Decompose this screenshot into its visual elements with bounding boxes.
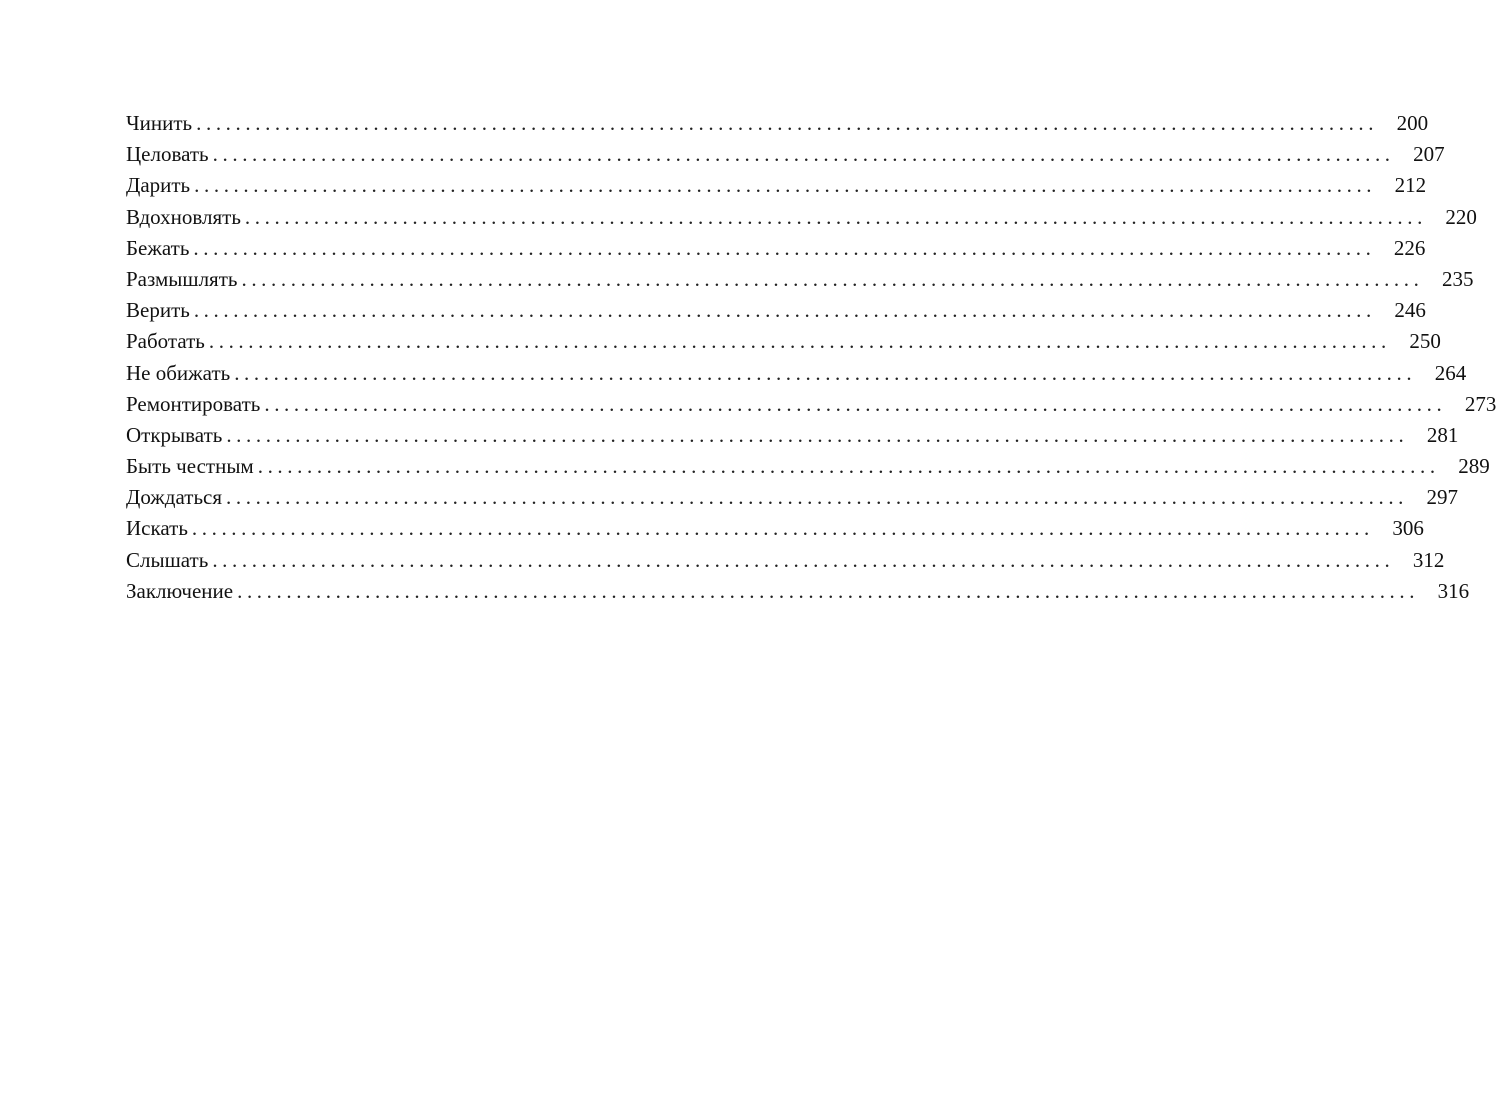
- toc-dot-leader: ........................................................................................................................: [208, 329, 1391, 354]
- toc-entry-title: Ремонтировать: [126, 391, 261, 416]
- toc-dot-leader: ........................................................................................................................: [241, 266, 1424, 291]
- toc-entry-page: 306: [1392, 516, 1424, 541]
- toc-entry[interactable]: [126, 451, 1490, 482]
- toc-dot-leader: ........................................................................................................................: [196, 111, 1379, 135]
- toc-entry-title: Дарить: [126, 173, 191, 198]
- toc-entry-title: Размышлять: [126, 266, 238, 291]
- toc-entry[interactable]: [126, 170, 1427, 201]
- toc-entry-title: Работать: [126, 329, 205, 354]
- toc-entry[interactable]: [126, 233, 1426, 264]
- toc-entry-page: 250: [1409, 329, 1441, 354]
- toc-entry-page: 312: [1412, 547, 1445, 572]
- toc-entry-title: Целовать: [126, 142, 209, 167]
- toc-entry-page: 212: [1394, 173, 1427, 198]
- toc-dot-leader: ........................................................................................................................: [194, 173, 1377, 198]
- toc-entry[interactable]: [126, 545, 1445, 576]
- toc-dot-leader: ........................................................................................................................: [257, 454, 1440, 479]
- toc-entry-page: 235: [1441, 266, 1474, 291]
- toc-entry-page: 316: [1437, 578, 1470, 603]
- toc-dot-leader: ........................................................................................................................: [212, 547, 1395, 572]
- toc-dot-leader: ........................................................................................................................: [193, 235, 1376, 260]
- toc-dot-leader: ........................................................................................................................: [226, 422, 1409, 447]
- toc-entry[interactable]: [126, 358, 1467, 389]
- toc-entry-page: 281: [1426, 422, 1459, 447]
- toc-entry-page: 207: [1413, 142, 1445, 167]
- toc-entry-title: Искать: [126, 516, 188, 541]
- toc-entry-title: Чинить: [126, 111, 193, 135]
- toc-dot-leader: ........................................................................................................................: [212, 142, 1395, 167]
- toc-entry-title: Не обижать: [126, 360, 231, 385]
- toc-dot-leader: ........................................................................................................................: [193, 298, 1376, 323]
- toc-entry-title: Открывать: [126, 422, 223, 447]
- toc-dot-leader: ........................................................................................................................: [244, 204, 1427, 229]
- toc-entry[interactable]: [126, 295, 1426, 326]
- toc-entry[interactable]: [126, 139, 1445, 170]
- toc-entry-title: Быть честным: [126, 454, 254, 479]
- table-of-contents: [126, 108, 1496, 607]
- toc-dot-leader: ........................................................................................................................: [191, 516, 1374, 541]
- toc-entry-page: 226: [1393, 235, 1426, 260]
- toc-dot-leader: ........................................................................................................................: [237, 578, 1420, 603]
- toc-entry-page: 200: [1396, 111, 1429, 135]
- toc-dot-leader: ........................................................................................................................: [264, 391, 1447, 416]
- toc-entry-title: Заключение: [126, 578, 234, 603]
- toc-entry-page: 273: [1464, 391, 1496, 416]
- toc-entry-page: 289: [1458, 454, 1490, 479]
- toc-entry[interactable]: [126, 420, 1459, 451]
- toc-entry-page: 264: [1434, 360, 1467, 385]
- toc-entry-title: Бежать: [126, 235, 190, 260]
- toc-entry[interactable]: [126, 576, 1470, 607]
- toc-entry-title: Вдохновлять: [126, 204, 241, 229]
- toc-entry[interactable]: [126, 108, 1429, 139]
- toc-dot-leader: ........................................................................................................................: [234, 360, 1417, 385]
- toc-entry[interactable]: [126, 202, 1477, 233]
- toc-entry-page: 297: [1426, 485, 1459, 510]
- toc-entry[interactable]: [126, 389, 1496, 420]
- toc-entry-title: Дождаться: [126, 485, 223, 510]
- toc-entry-title: Верить: [126, 298, 190, 323]
- toc-entry[interactable]: [126, 482, 1459, 513]
- toc-entry[interactable]: [126, 326, 1441, 357]
- toc-entry-page: 246: [1394, 298, 1426, 323]
- toc-dot-leader: ........................................................................................................................: [226, 485, 1409, 510]
- toc-entry-page: 220: [1445, 204, 1477, 229]
- toc-entry[interactable]: [126, 513, 1424, 544]
- toc-entry[interactable]: [126, 264, 1474, 295]
- toc-entry-title: Слышать: [126, 547, 209, 572]
